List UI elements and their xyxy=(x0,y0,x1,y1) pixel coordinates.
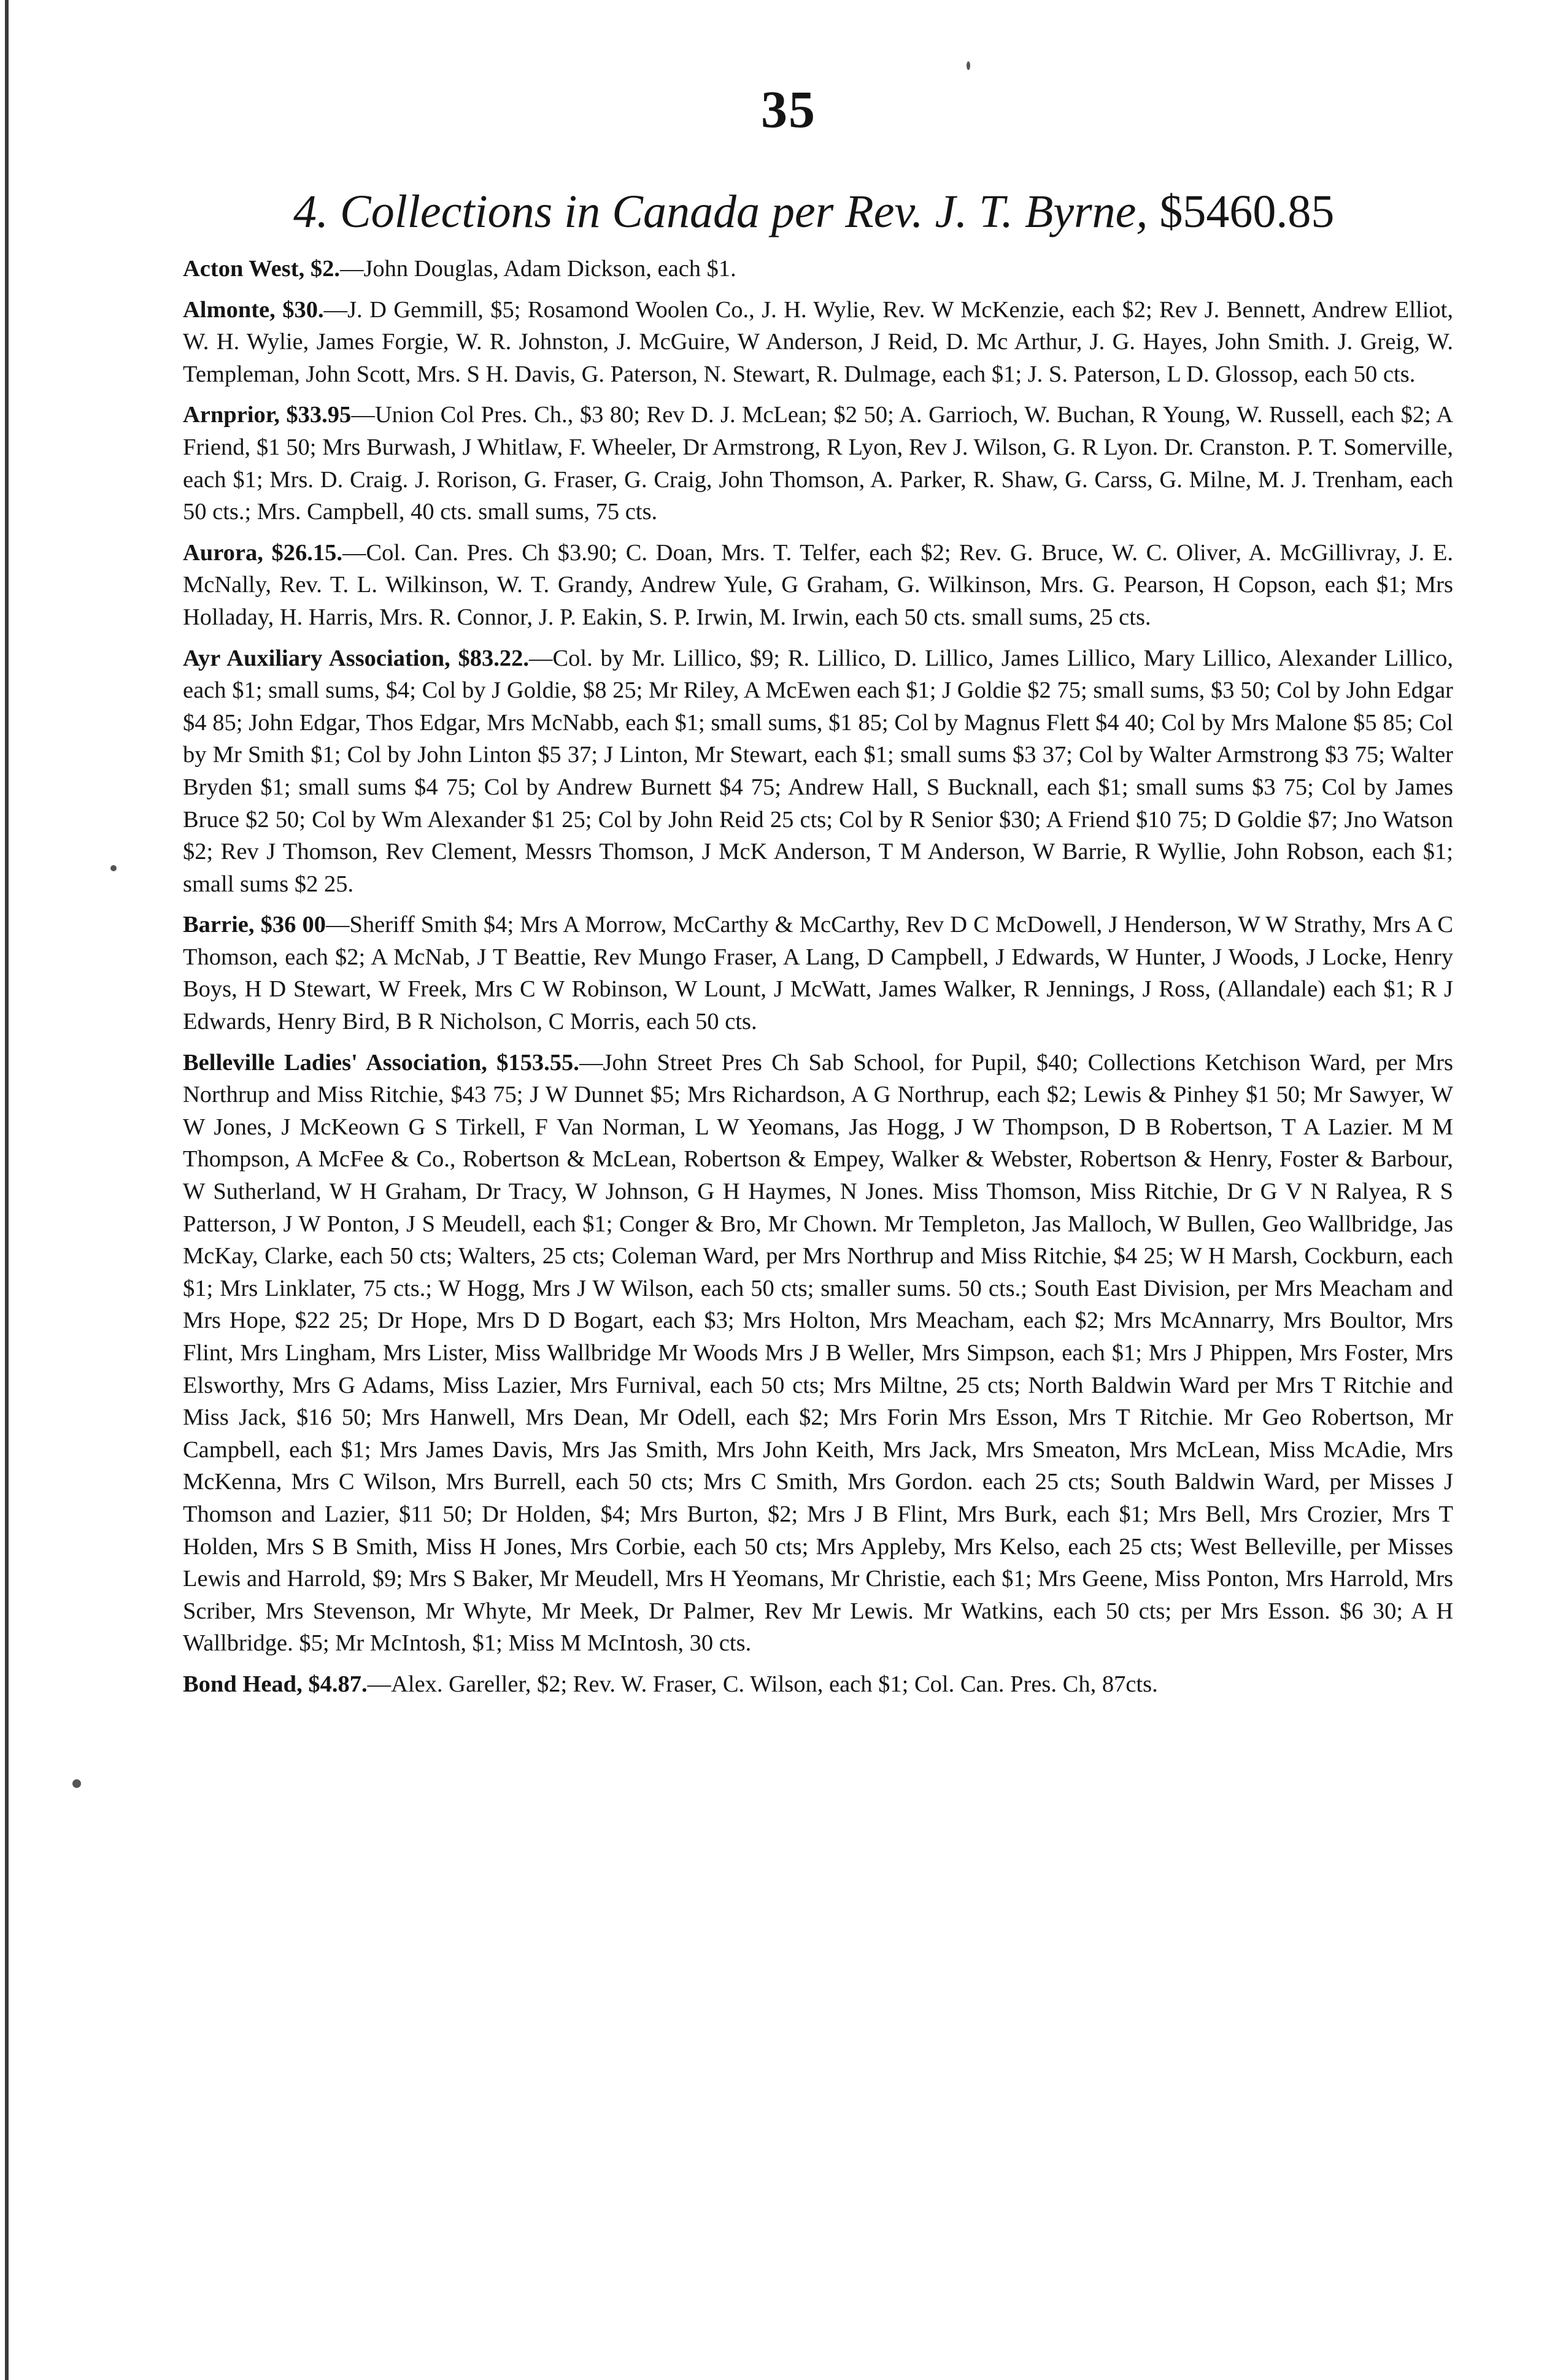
scan-speck xyxy=(72,1779,81,1788)
entry-arnprior xyxy=(183,399,1453,528)
entry-bond-head xyxy=(183,1668,1453,1701)
scan-edge-rule xyxy=(5,0,9,2380)
scan-speck xyxy=(967,61,970,70)
entry-acton-west xyxy=(183,253,1453,285)
entry-text: —Union Col Pres. Ch., $3 80; Rev D. J. McLean; $2 50; A. Garrioch, W. Buchan, R Young, W. Russell, each $2; A Friend, $1 50; Mrs Burwash, J Whitlaw, F. Wheeler, Dr Armstrong, R Lyon, Rev J. Wilson, G. R Lyon. Dr. Cranston. P. T. Somerville, each $1; Mrs. D. Craig. J. Rorison, G. Fraser, G. Craig, John Thomson, A. Parker, R. Shaw, G. Carss, G. Milne, M. J. Trenham, each 50 cts.; Mrs. Campbell, 40 cts. small sums, 75 cts. xyxy=(183,402,1453,525)
entry-aurora xyxy=(183,537,1453,634)
entry-text: —John Street Pres Ch Sab School, for Pupil, $40; Collections Ketchison Ward, per Mrs Northrup and Miss Ritchie, $43 75; J W Dunnet $5; Mrs Richardson, A G Northrup, each $2; Lewis & Pinhey $1 50; Mr Sawyer, W W Jones, J McKeown G S Tirkell, F Van Norman, L W Yeomans, Jas Hogg, J W Thompson, D B Robertson, T A Lazier. M M Thompson, A McFee & Co., Robertson & McLean, Robertson & Empey, Walker & Webster, Robertson & Henry, Foster & Barbour, W Sutherland, W H Graham, Dr Tracy, W Johnson, G H Haymes, N Jones. Miss Thomson, Miss Ritchie, Dr G V N Ralyea, R S Patterson, J W Ponton, J S Meudell, each $1; Conger & Bro, Mr Chown. Mr Templeton, Jas Malloch, W Bullen, Geo Wallbridge, Jas McKay, Clarke, each 50 cts; Walters, 25 cts; Coleman Ward, per Mrs Northrup and Miss Ritchie, $4 25; W H Marsh, Cockburn, each $1; Mrs Linklater, 75 cts.; W Hogg, Mrs J W Wilson, each 50 cts; smaller sums. 50 cts.; South East Division, per Mrs Meacham and Mrs Hope, $22 25; Dr Hope, Mrs D D Bogart, each $3; Mrs Holton, Mrs Meacham, each $2; Mrs McAnnarry, Mrs Boultor, Mrs Flint, Mrs Lingham, Mrs Lister, Miss Wallbridge Mr Woods Mrs J B Weller, Mrs Simpson, each $1; Mrs J Phippen, Mrs Foster, Mrs Elsworthy, Mrs G Adams, Miss Lazier, Mrs Furnival, each 50 cts; Mrs Miltne, 25 cts; North Baldwin Ward per Mrs T Ritchie and Miss Jack, $16 50; Mrs Hanwell, Mrs Dean, Mr Odell, each $2; Mrs Forin Mrs Esson, Mrs T Ritchie. Mr Geo Robertson, Mr Campbell, each $1; Mrs James Davis, Mrs Jas Smith, Mrs John Keith, Mrs Jack, Mrs Smeaton, Mrs McLean, Miss McAdie, Mrs McKenna, Mrs C Wilson, Mrs Burrell, each 50 cts; Mrs C Smith, Mrs Gordon. each 25 cts; South Baldwin Ward, per Misses J Thomson and Lazier, $11 50; Dr Holden, $4; Mrs Burton, $2; Mrs J B Flint, Mrs Burk, each $1; Mrs Bell, Mrs Crozier, Mrs T Holden, Mrs S B Smith, Miss H Jones, Mrs Corbie, each 50 cts; Mrs Appleby, Mrs Kelso, each 25 cts; West Belleville, per Misses Lewis and Harrold, $9; Mrs S Baker, Mr Meudell, Mrs H Yeomans, Mr Christie, each $1; Mrs Geene, Miss Ponton, Mrs Harrold, Mrs Scriber, Mrs Stevenson, Mr Whyte, Mr Meek, Dr Palmer, Rev Mr Lewis. Mr Watkins, each 50 cts; per Mrs Esson. $6 30; A H Wallbridge. $5; Mr McIntosh, $1; Miss M McIntosh, 30 cts. xyxy=(183,1049,1453,1657)
entry-place: Acton West, $2. xyxy=(183,256,340,282)
page-title xyxy=(293,185,1398,239)
collection-entries xyxy=(183,253,1453,1709)
entry-text: —Alex. Gareller, $2; Rev. W. Fraser, C. Wilson, each $1; Col. Can. Pres. Ch, 87cts. xyxy=(367,1671,1158,1697)
entry-place: Ayr Auxiliary Association, $83.22. xyxy=(183,645,529,671)
scan-speck xyxy=(110,865,117,871)
entry-place: Arnprior, $33.95 xyxy=(183,402,352,428)
entry-barrie xyxy=(183,909,1453,1038)
page-title-amount: $5460.85 xyxy=(1159,186,1335,237)
entry-text: —Sheriff Smith $4; Mrs A Morrow, McCarthy & McCarthy, Rev D C McDowell, J Henderson, W W Strathy, Mrs A C Thomson, each $2; A McNab, J T Beattie, Rev Mungo Fraser, A Lang, D Campbell, J Edwards, W Hunter, J Woods, J Locke, Henry Boys, H D Stewart, W Freek, Mrs C W Robinson, W Lount, J McWatt, James Walker, R Jennings, J Ross, (Allandale) each $1; R J Edwards, Henry Bird, B R Nicholson, C Morris, each 50 cts. xyxy=(183,912,1454,1035)
entry-belleville-ladies xyxy=(183,1047,1453,1660)
entry-place: Aurora, $26.15. xyxy=(183,539,342,566)
entry-almonte xyxy=(183,294,1453,391)
entry-place: Belleville Ladies' Association, $153.55. xyxy=(183,1049,579,1076)
entry-place: Bond Head, $4.87. xyxy=(183,1671,368,1697)
entry-text: —Col. by Mr. Lillico, $9; R. Lillico, D. Lillico, James Lillico, Mary Lillico, Alexander Lillico, each $1; small sums, $4; Col by J Goldie, $8 25; Mr Riley, A McEwen each $1; J Goldie $2 75; small sums, $3 50; Col by John Edgar $4 85; John Edgar, Thos Edgar, Mrs McNabb, each $1; small sums, $1 85; Col by Magnus Flett $4 40; Col by Mrs Malone $5 85; Col by Mr Smith $1; Col by John Linton $5 37; J Linton, Mr Stewart, each $1; small sums $3 37; Col by Walter Armstrong $3 75; Walter Bryden $1; small sums $4 75; Col by Andrew Burnett $4 75; Andrew Hall, S Bucknall, each $1; small sums $3 75; Col by James Bruce $2 50; Col by Wm Alexander $1 25; Col by John Reid 25 cts; Col by R Senior $30; A Friend $10 75; D Goldie $7; Jno Watson $2; Rev J Thomson, Rev Clement, Messrs Thomson, J McK Anderson, T M Anderson, W Barrie, R Wyllie, John Robson, each $1; small sums $2 25. xyxy=(183,645,1453,897)
page-number: 35 xyxy=(761,80,816,139)
entry-text: —Col. Can. Pres. Ch $3.90; C. Doan, Mrs. T. Telfer, each $2; Rev. G. Bruce, W. C. Oliver, A. McGillivray, J. E. McNally, Rev. T. L. Wilkinson, W. T. Grandy, Andrew Yule, G Graham, G. Wilkinson, Mrs. G. Pearson, H Copson, each $1; Mrs Holladay, H. Harris, Mrs. R. Connor, J. P. Eakin, S. P. Irwin, M. Irwin, each 50 cts. small sums, 25 cts. xyxy=(183,539,1454,630)
entry-text: —John Douglas, Adam Dickson, each $1. xyxy=(339,256,736,282)
entry-place: Almonte, $30. xyxy=(183,296,324,323)
page-title-text: 4. Collections in Canada per Rev. J. T. Byrne, xyxy=(293,186,1148,237)
entry-text: —J. D Gemmill, $5; Rosamond Woolen Co., J. H. Wylie, Rev. W McKenzie, each $2; Rev J. Bennett, Andrew Elliot, W. H. Wylie, James Forgie, W. R. Johnston, J. McGuire, W Anderson, J Reid, D. Mc Arthur, J. G. Hayes, John Smith. J. Greig, W. Templeman, John Scott, Mrs. S H. Davis, G. Paterson, N. Stewart, R. Dulmage, each $1; J. S. Paterson, L D. Glossop, each 50 cts. xyxy=(183,296,1453,387)
entry-place: Barrie, $36 00 xyxy=(183,912,326,938)
entry-ayr-auxiliary xyxy=(183,642,1453,901)
